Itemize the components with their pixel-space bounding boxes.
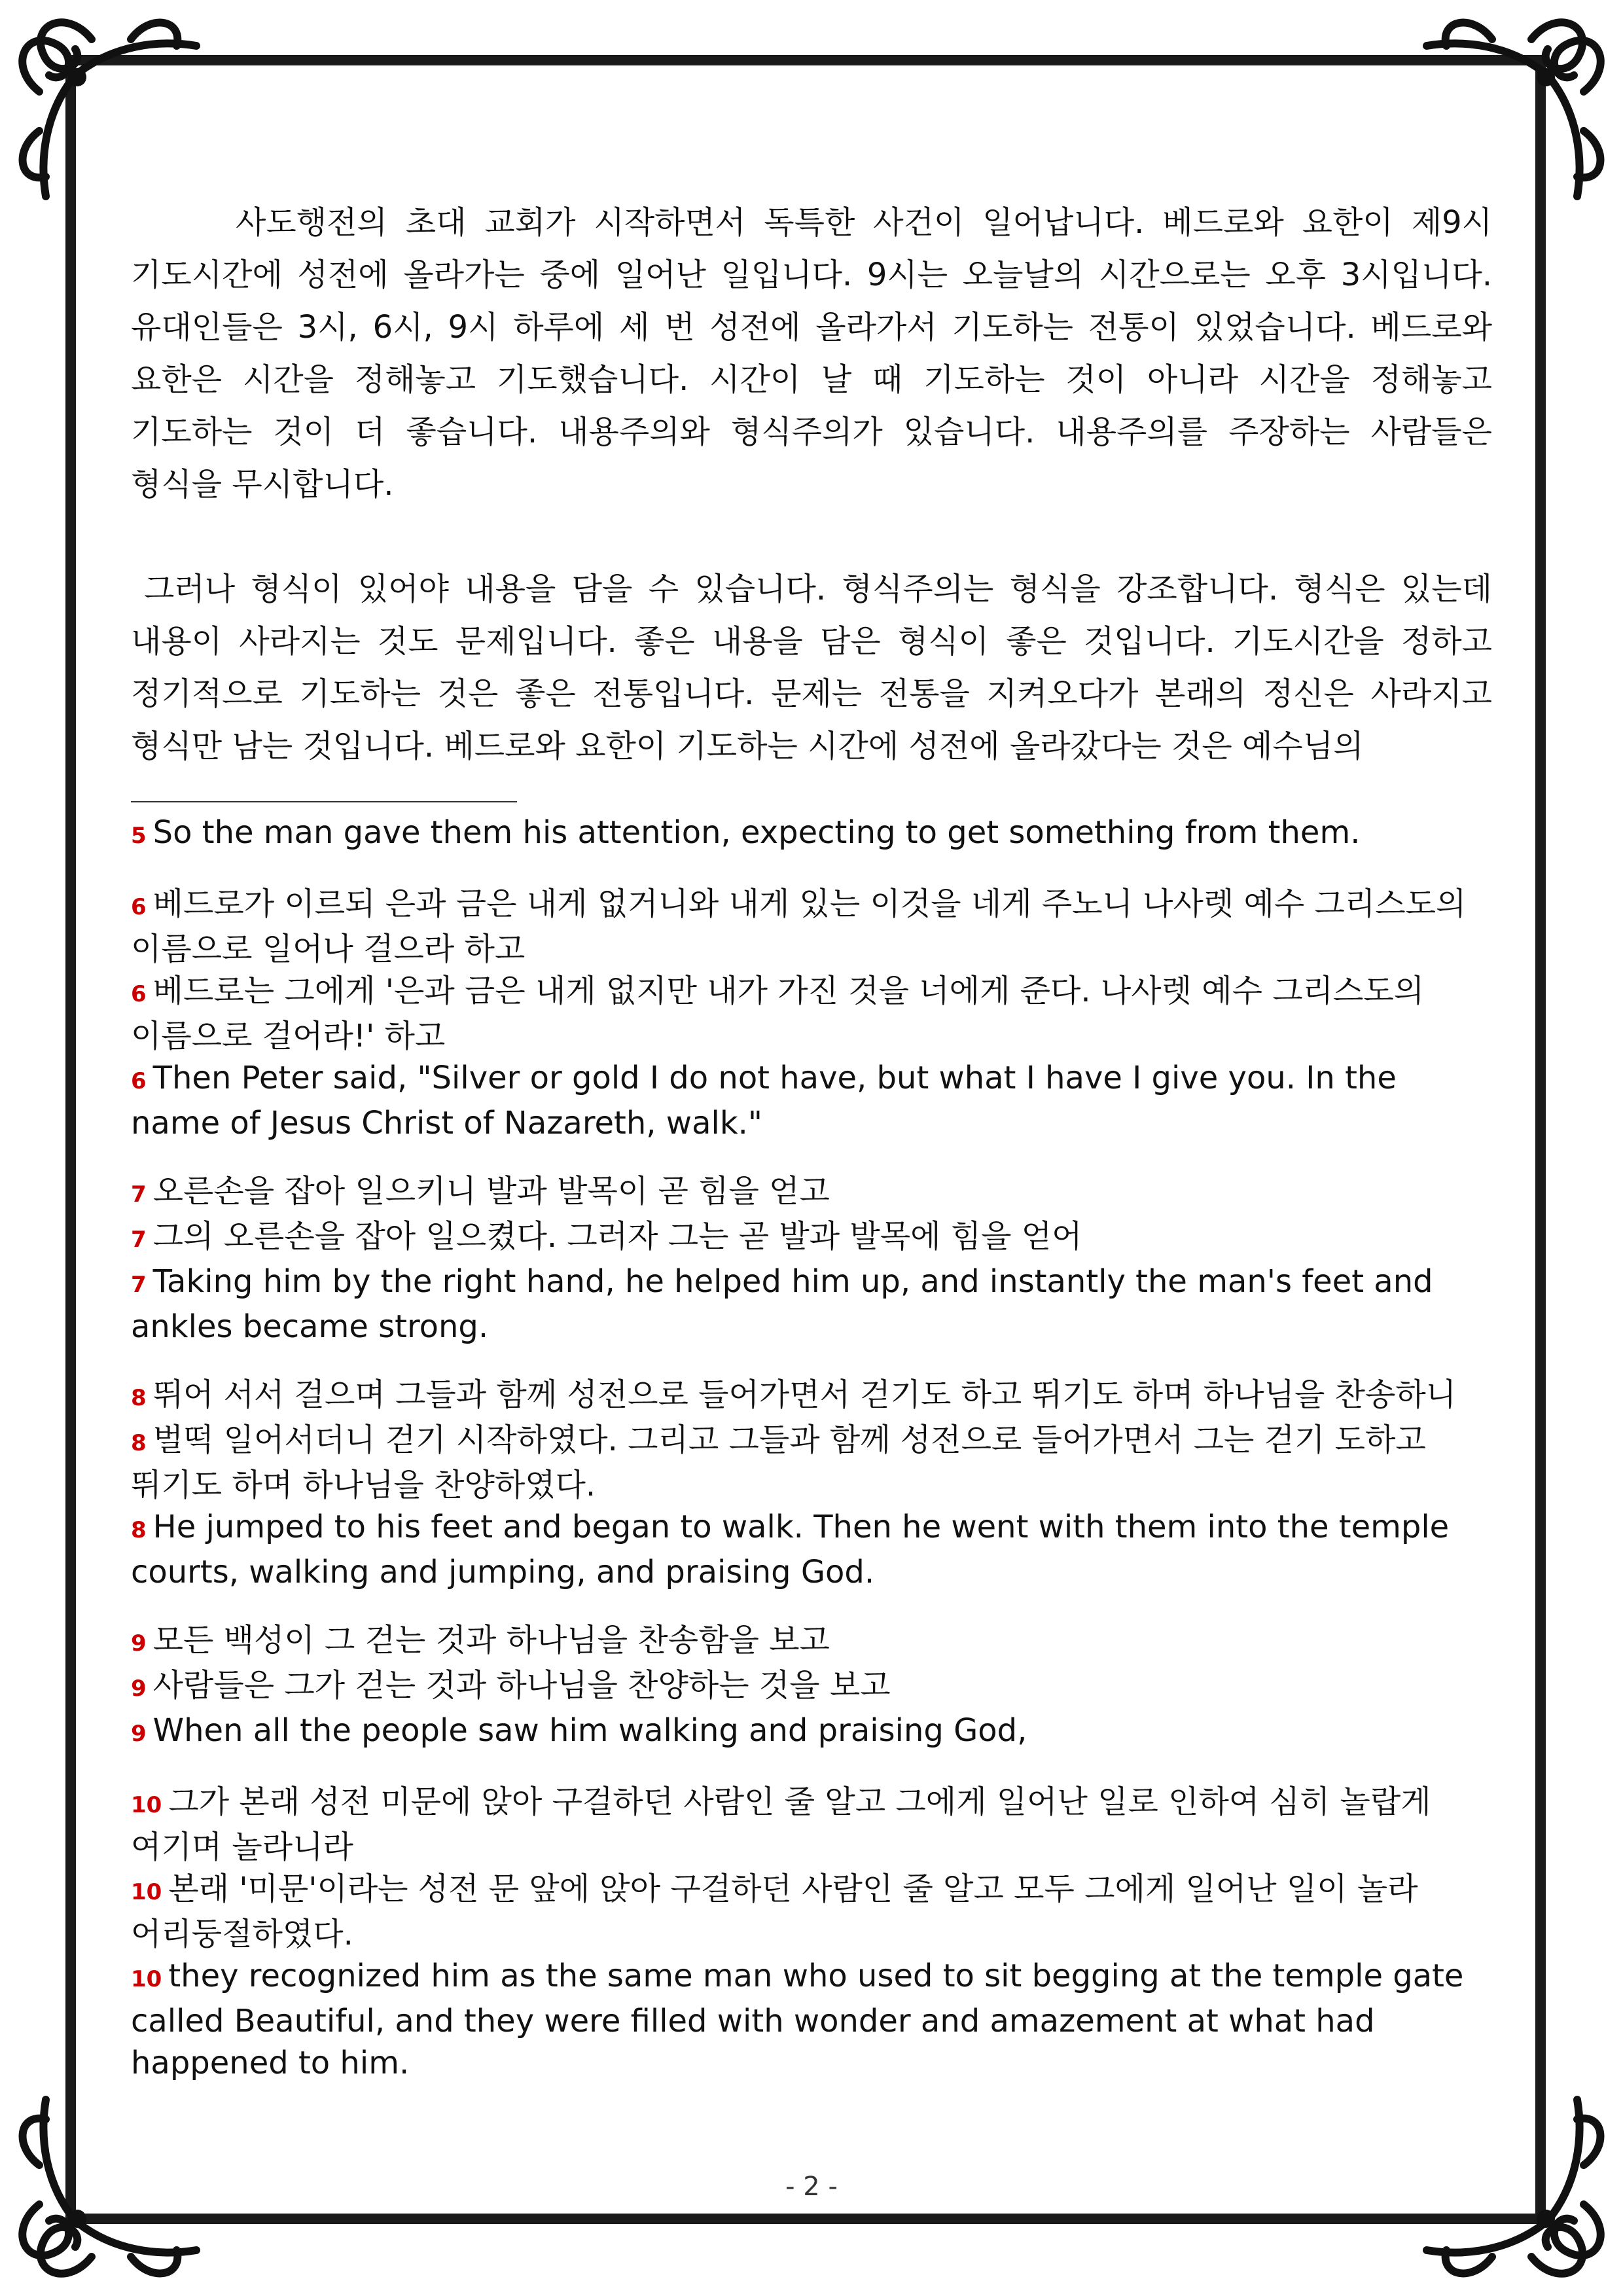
footnote-verse-7 (131, 1170, 1492, 1348)
verse-number: 6 (131, 981, 147, 1007)
corner-ornament-top-left (0, 0, 216, 216)
footnote-line (131, 1419, 1492, 1506)
verse-number: 9 (131, 1676, 147, 1702)
footnote-line (131, 1057, 1492, 1144)
footnote-text: 그의 오른손을 잡아 일으켰다. 그러자 그는 곧 발과 발목에 힘을 얻어 (152, 1218, 1082, 1255)
footnote-text: 오른손을 잡아 일으키니 발과 발목이 곧 힘을 얻고 (152, 1173, 830, 1210)
verse-number: 5 (131, 823, 147, 849)
footnote-text: So the man gave them his attention, expecting to get something from them. (152, 814, 1361, 851)
footnote-verse-10 (131, 1781, 1492, 2084)
footnote-text: 본래 '미문'이라는 성전 문 앞에 앉아 구걸하던 사람인 줄 알고 모두 그에게 일어난 일이 놀라 어리둥절하였다. (131, 1871, 1418, 1952)
footnote-text: they recognized him as the same man who used to sit begging at the temple gate called Beautiful, and they were filled with wonder and amazement at what had happened to him. (131, 1958, 1464, 2081)
body-paragraph-2: 그러나 형식이 있어야 내용을 담을 수 있습니다. 형식주의는 형식을 강조합니다. 형식은 있는데 내용이 사라지는 것도 문제입니다. 좋은 내용을 담은 형식이 좋은 것입니다. 기도시간을 정하고 정기적으로 기도하는 것은 좋은 전통입니다. 문제는 전통을 지켜오다가 본래의 정신은 사라지고 형식만 남는 것입니다. 베드로와 요한이 기도하는 시간에 성전에 올라갔다는 것은 예수님의 (131, 571, 1492, 764)
verse-number: 9 (131, 1630, 147, 1657)
footnote-line (131, 1506, 1492, 1593)
verse-number: 8 (131, 1517, 147, 1543)
footnote-text: Taking him by the right hand, he helped him up, and instantly the man's feet and ankles became strong. (131, 1263, 1433, 1345)
verse-number: 9 (131, 1721, 147, 1747)
footnote-text: 사람들은 그가 걷는 것과 하나님을 찬양하는 것을 보고 (152, 1667, 891, 1704)
verse-number: 7 (131, 1227, 147, 1253)
footnote-line (131, 1374, 1492, 1419)
verse-number: 6 (131, 894, 147, 920)
verse-number: 10 (131, 1879, 162, 1905)
footnote-text: 베드로가 이르되 은과 금은 내게 없거니와 내게 있는 이것을 네게 주노니 나사렛 예수 그리스도의 이름으로 일어나 걸으라 하고 (131, 886, 1467, 967)
footnote-text: When all the people saw him walking and praising God, (152, 1712, 1027, 1749)
verse-number: 8 (131, 1385, 147, 1411)
footnote-line (131, 1781, 1492, 1868)
footnote-verse-8 (131, 1374, 1492, 1593)
footnote-line (131, 1619, 1492, 1664)
footnote-text: 벌떡 일어서더니 걷기 시작하였다. 그리고 그들과 함께 성전으로 들어가면서 그는 걷기 도하고 뛰기도 하며 하나님을 찬양하였다. (131, 1422, 1426, 1503)
body-paragraph-1: 사도행전의 초대 교회가 시작하면서 독특한 사건이 일어납니다. 베드로와 요한이 제9시 기도시간에 성전에 올라가는 중에 일어난 일입니다. 9시는 오늘날의 시간으로는 오후 3시입니다. 유대인들은 3시, 6시, 9시 하루에 세 번 성전에 올라가서 기도하는 전통이 있었습니다. 베드로와 요한은 시간을 정해놓고 기도했습니다. 시간이 날 때 기도하는 것이 아니라 시간을 정해놓고 기도하는 것이 더 좋습니다. 내용주의와 형식주의가 있습니다. 내용주의를 주장하는 사람들은 형식을 무시합니다. (131, 204, 1492, 503)
footnote-line (131, 883, 1492, 970)
page-content (131, 196, 1492, 2110)
footnote-text: Then Peter said, "Silver or gold I do not have, but what I have I give you. In the name of Jesus Christ of Nazareth, walk." (131, 1060, 1397, 1141)
corner-ornament-top-right (1407, 0, 1623, 216)
footnote-verse-9 (131, 1619, 1492, 1755)
verse-number: 10 (131, 1966, 162, 1992)
footnote-line (131, 1710, 1492, 1755)
verse-number: 6 (131, 1068, 147, 1094)
verse-number: 10 (131, 1792, 162, 1818)
footnote-text: 베드로는 그에게 '은과 금은 내게 없지만 내가 가진 것을 너에게 준다. 나사렛 예수 그리스도의 이름으로 걸어라!' 하고 (131, 973, 1425, 1054)
footnote-line (131, 1868, 1492, 1955)
verse-number: 7 (131, 1181, 147, 1208)
footnote-line (131, 970, 1492, 1057)
page-number: - 2 - (785, 2172, 838, 2202)
footnote-line (131, 1170, 1492, 1215)
footnote-text: He jumped to his feet and began to walk. Then he went with them into the temple courts, walking and jumping, and praising God. (131, 1509, 1450, 1590)
footnote-verse-5 (131, 812, 1492, 857)
footnote-line (131, 812, 1492, 857)
footnote-line (131, 1955, 1492, 2084)
footnote-text: 그가 본래 성전 미문에 앉아 구걸하던 사람인 줄 알고 그에게 일어난 일로 인하여 심히 놀랍게 여기며 놀라니라 (131, 1784, 1431, 1865)
verse-number: 8 (131, 1430, 147, 1456)
verse-number: 7 (131, 1272, 147, 1298)
footnote-line (131, 1261, 1492, 1348)
footnote-text: 모든 백성이 그 걷는 것과 하나님을 찬송함을 보고 (152, 1622, 830, 1659)
footnote-divider (131, 801, 517, 802)
footnote-line (131, 1664, 1492, 1710)
footnote-text: 뛰어 서서 걸으며 그들과 함께 성전으로 들어가면서 걷기도 하고 뛰기도 하며 하나님을 찬송하니 (152, 1376, 1457, 1413)
footnotes (131, 812, 1492, 2084)
footnote-line (131, 1215, 1492, 1261)
footnote-verse-6 (131, 883, 1492, 1144)
